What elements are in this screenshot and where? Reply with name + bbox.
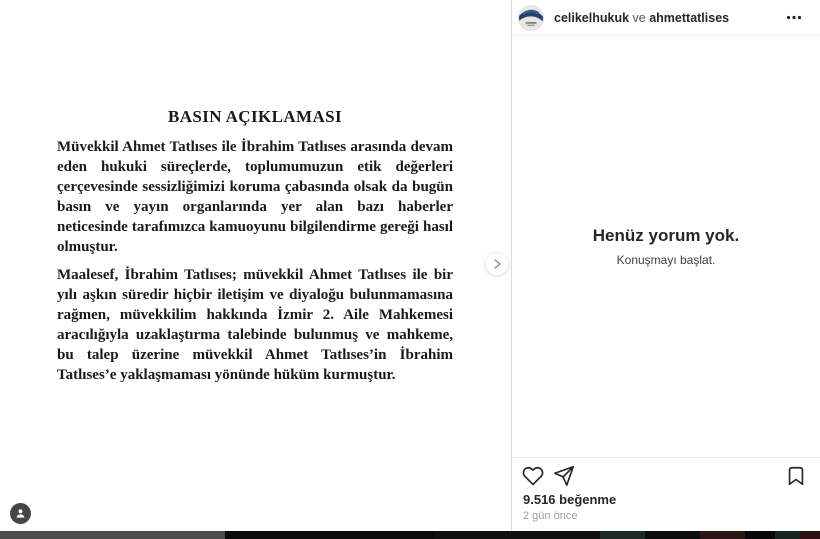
strip-segment <box>800 531 820 539</box>
law-firm-logo-avatar <box>519 6 543 30</box>
post-header <box>512 0 820 36</box>
press-release-title: BASIN AÇIKLAMASI <box>167 107 343 126</box>
strip-segment <box>225 531 435 539</box>
profile-avatar[interactable] <box>518 5 544 31</box>
bookmark-icon <box>785 465 807 487</box>
press-release-paragraph: Müvekkil Ahmet Tatlıses ile İbrahim Tatlıses arasında devam eden hukuki süreçlerde, toplumumuzun etik değerleri çerçevesinde sessizliğimizi koruma çabasında olsak da bugün basın ve yayın organlarında yer alan bazı haberler neticesinde tarafımızca kamuoyunu bilgilendirme gereği hasıl olmuştur. <box>57 139 453 255</box>
start-conversation-link[interactable]: Konuşmayı başlat. <box>616 253 716 267</box>
comments-empty-state <box>512 36 820 457</box>
paper-plane-icon <box>553 465 575 487</box>
share-button[interactable] <box>553 465 575 487</box>
next-post-peek-strip <box>0 531 820 539</box>
username-connector: ve <box>632 10 646 25</box>
chevron-right-icon <box>490 257 504 271</box>
post-action-bar <box>512 458 820 489</box>
username-link-primary[interactable]: celikelhukuk <box>554 10 630 25</box>
post-footer <box>512 457 820 531</box>
post-options-button[interactable] <box>782 11 806 24</box>
username-link-secondary[interactable]: ahmettatlises <box>649 10 730 25</box>
like-button[interactable] <box>522 465 544 487</box>
strip-segment <box>745 531 775 539</box>
strip-segment <box>775 531 800 539</box>
carousel-next-button[interactable] <box>486 253 508 275</box>
save-button[interactable] <box>785 465 807 487</box>
strip-segment <box>435 531 600 539</box>
strip-segment <box>645 531 700 539</box>
post-detail-panel <box>512 0 820 531</box>
likes-count[interactable]: 9.516 beğenme <box>523 492 617 507</box>
three-dots-icon <box>786 15 802 20</box>
post-timestamp[interactable]: 2 gün önce <box>523 510 578 522</box>
heart-icon <box>522 465 544 487</box>
press-release-paragraph: Maalesef, İbrahim Tatlıses; müvekkil Ahmet Tatlıses ile bir yılı aşkın süredir hiçbir iletişim ve diyaloğu bulunmamasına rağmen, müvekkilim hakkında İzmir 2. Aile Mahkemesi aracılığıyla uzaklaştırma talebinde bulunmuş ve mahkeme, bu talep üzerine müvekkil Ahmet Tatlıses’in İbrahim Tatlıses’e yaklaşmaması yönünde hüküm kurmuştur. <box>57 267 453 383</box>
strip-segment <box>700 531 745 539</box>
post-usernames <box>554 11 729 25</box>
profile-fab-button[interactable] <box>10 503 31 524</box>
person-icon <box>14 507 27 520</box>
strip-segment <box>600 531 645 539</box>
strip-segment <box>0 531 225 539</box>
no-comments-title: Henüz yorum yok. <box>592 226 740 245</box>
press-release-text-block <box>57 106 453 385</box>
